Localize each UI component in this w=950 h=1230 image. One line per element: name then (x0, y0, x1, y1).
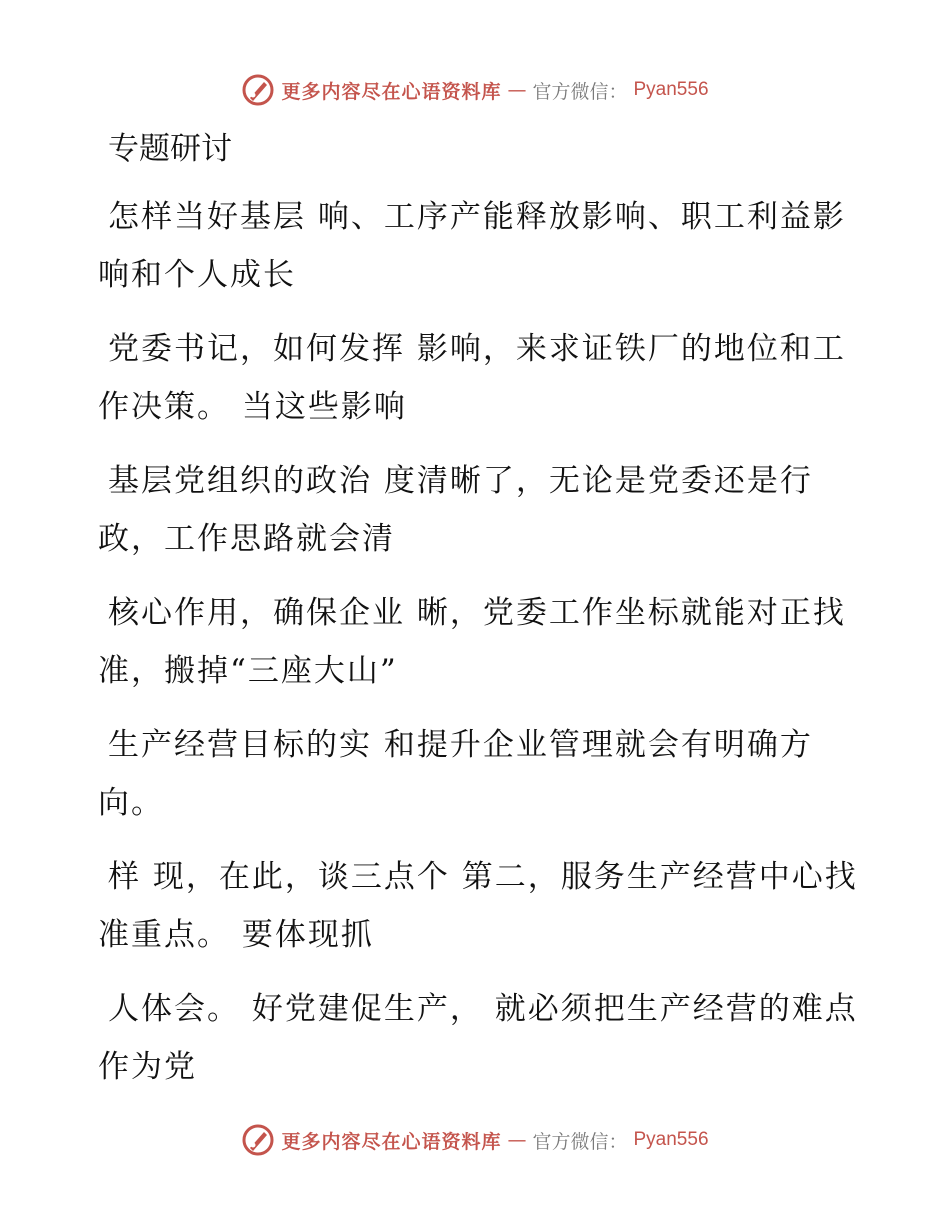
paragraph-6: 样 现，在此，谈三点个 第二，服务生产经营中心找准重点。 要体现抓 (98, 859, 858, 953)
document-body (98, 120, 858, 1112)
paragraph-4: 核心作用，确保企业 晰，党委工作坐标就能对正找准，搬掉“三座大山” (98, 595, 846, 689)
watermark-id: Pyan556 (633, 1129, 709, 1150)
watermark-header (0, 70, 950, 110)
watermark-footer (0, 1120, 950, 1160)
pen-logo-icon (241, 1123, 275, 1157)
watermark-label: 官方微信： (532, 1130, 628, 1153)
watermark-main-text: 更多内容尽在心语资料库 (281, 80, 502, 103)
paragraph-1: 怎样当好基层 响、工序产能释放影响、职工利益影响和个人成长 (98, 199, 846, 293)
document-heading: 专题研讨 (108, 131, 232, 167)
paragraph-2: 党委书记，如何发挥 影响，来求证铁厂的地位和工作决策。 当这些影响 (98, 331, 846, 425)
watermark-id: Pyan556 (633, 79, 709, 100)
paragraph-3: 基层党组织的政治 度清晰了，无论是党委还是行政，工作思路就会清 (98, 463, 813, 557)
watermark-dash: — (507, 1129, 527, 1151)
watermark-dash: — (507, 79, 527, 101)
paragraph-7: 人体会。 好党建促生产， 就必须把生产经营的难点作为党 (98, 991, 858, 1085)
paragraph-5: 生产经营目标的实 和提升企业管理就会有明确方向。 (98, 727, 813, 821)
watermark-main-text: 更多内容尽在心语资料库 (281, 1130, 502, 1153)
pen-logo-icon (241, 73, 275, 107)
watermark-label: 官方微信： (532, 80, 628, 103)
